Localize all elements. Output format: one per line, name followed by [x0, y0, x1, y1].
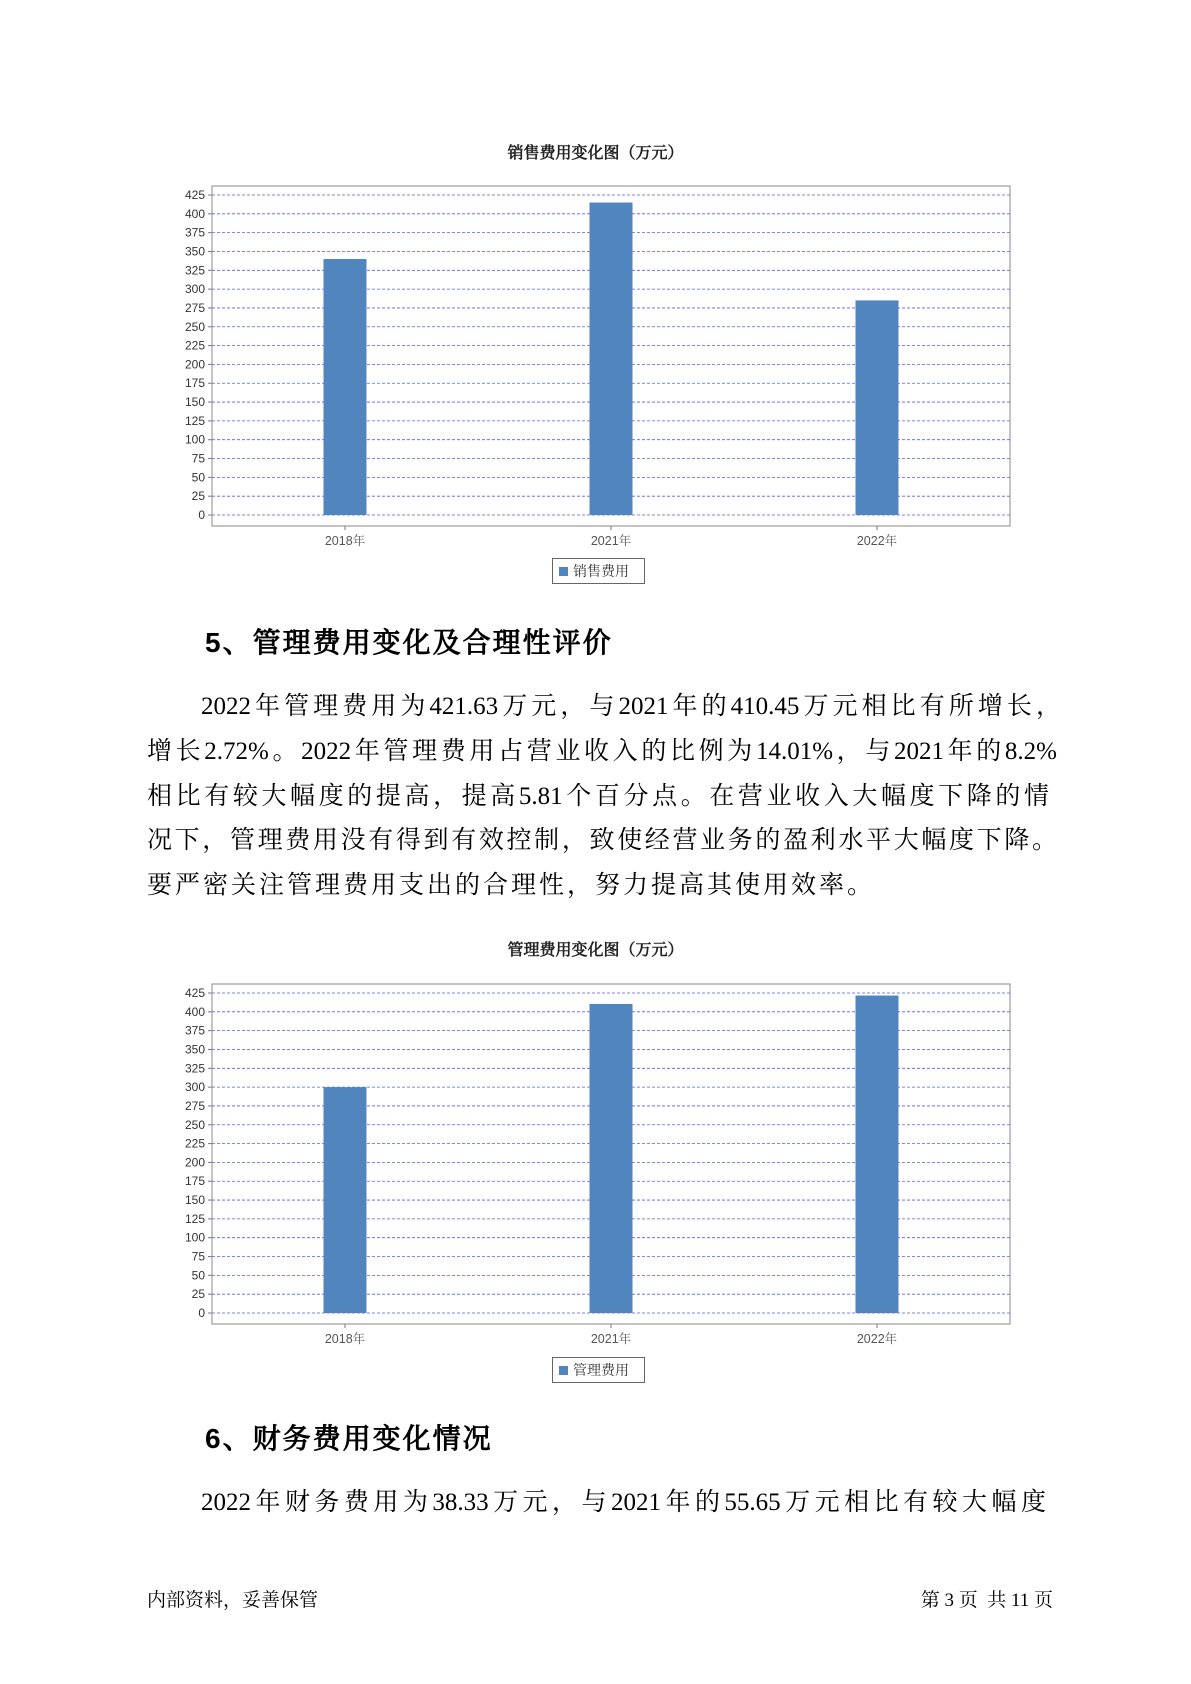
y-tick-label: 250	[184, 319, 205, 334]
y-tick-label: 150	[184, 1193, 205, 1208]
y-tick-label: 125	[184, 1211, 205, 1226]
y-tick-label: 200	[184, 357, 205, 372]
legend-label: 管理费用	[573, 1362, 629, 1378]
y-tick-label: 100	[184, 432, 205, 447]
y-tick-label: 425	[184, 986, 205, 1000]
footer-confidential-note: 内部资料，妥善保管	[147, 1590, 319, 1611]
y-tick-label: 25	[191, 1287, 205, 1302]
sales-expense-bar-chart	[170, 176, 1020, 556]
paragraph-line: 相比有较大幅度的提高，提高5.81个百分点。在营业收入大幅度下降的情	[147, 783, 1049, 810]
y-tick-label: 175	[184, 376, 205, 391]
chart-title-sales: 销售费用变化图（万元）	[507, 145, 684, 162]
section-heading-5: 5、管理费用变化及合理性评价	[205, 627, 613, 658]
y-tick-label: 0	[198, 1306, 205, 1320]
y-tick-label: 275	[184, 300, 205, 315]
paragraph-line: 况下，管理费用没有得到有效控制，致使经营业务的盈利水平大幅度下降。	[147, 827, 1057, 854]
y-tick-label: 375	[184, 225, 205, 240]
x-tick-label: 2018年	[324, 1332, 366, 1346]
y-tick-label: 325	[184, 263, 205, 278]
bar-0	[324, 1087, 367, 1313]
x-tick-label: 2018年	[324, 534, 366, 548]
x-tick-label: 2022年	[856, 1332, 898, 1346]
bar-0	[324, 259, 367, 515]
y-tick-label: 75	[191, 1249, 205, 1264]
x-tick-label: 2021年	[590, 1332, 632, 1346]
y-tick-label: 25	[191, 489, 205, 504]
y-tick-label: 250	[184, 1117, 205, 1132]
legend-label: 销售费用	[573, 563, 629, 579]
chart-title-admin: 管理费用变化图（万元）	[507, 942, 684, 959]
bar-1	[590, 1004, 633, 1313]
x-tick-label: 2021年	[590, 534, 632, 548]
footer-page-number: 第 3 页 共 11 页	[920, 1590, 1053, 1611]
legend-swatch	[559, 1366, 568, 1375]
y-tick-label: 350	[184, 244, 205, 259]
y-tick-label: 100	[184, 1230, 205, 1245]
y-tick-label: 0	[198, 508, 205, 522]
bar-1	[590, 203, 633, 515]
y-tick-label: 375	[184, 1023, 205, 1038]
y-tick-label: 400	[184, 206, 205, 221]
y-tick-label: 350	[184, 1042, 205, 1057]
y-tick-label: 400	[184, 1004, 205, 1019]
y-tick-label: 175	[184, 1174, 205, 1189]
y-tick-label: 150	[184, 395, 205, 410]
y-tick-label: 300	[184, 1080, 205, 1095]
y-tick-label: 300	[184, 282, 205, 297]
y-tick-label: 50	[191, 470, 205, 485]
chart-legend-sales	[552, 558, 645, 584]
y-tick-label: 225	[184, 338, 205, 353]
bar-2	[856, 300, 899, 515]
paragraph-line: 增长2.72%。2022年管理费用占营业收入的比例为14.01%，与2021年的8.2%	[147, 738, 1057, 765]
y-tick-label: 125	[184, 413, 205, 428]
y-tick-label: 75	[191, 451, 205, 466]
admin-expense-bar-chart	[170, 974, 1020, 1354]
y-tick-label: 325	[184, 1061, 205, 1076]
paragraph-line: 2022年管理费用为421.63万元，与2021年的410.45万元相比有所增长，	[201, 693, 1061, 720]
paragraph-line: 要严密关注管理费用支出的合理性，努力提高其使用效率。	[147, 872, 876, 899]
y-tick-label: 225	[184, 1136, 205, 1151]
legend-swatch	[559, 567, 568, 576]
y-tick-label: 275	[184, 1098, 205, 1113]
section-heading-6: 6、财务费用变化情况	[205, 1423, 493, 1454]
y-tick-label: 200	[184, 1155, 205, 1170]
y-tick-label: 425	[184, 188, 205, 202]
paragraph-line: 2022年财务费用为38.33万元，与2021年的55.65万元相比有较大幅度	[201, 1489, 1046, 1516]
y-tick-label: 50	[191, 1268, 205, 1283]
bar-2	[856, 996, 899, 1313]
x-tick-label: 2022年	[856, 534, 898, 548]
chart-legend-admin	[552, 1357, 645, 1383]
